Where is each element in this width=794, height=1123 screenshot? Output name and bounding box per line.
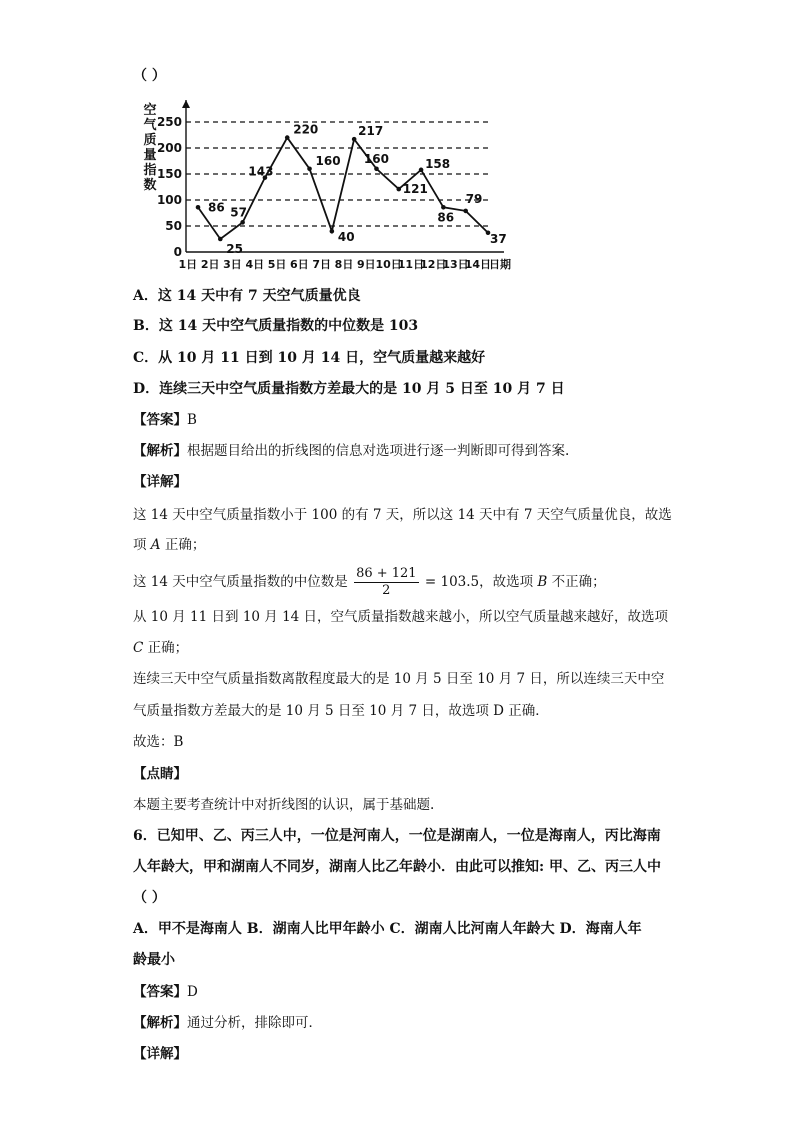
y-axis-label-char: 数 (143, 178, 157, 193)
analysis-text: 根据题目给出的折线图的信息对选项进行逐一判断即可得到答案. (187, 443, 570, 459)
detail-line-2 (133, 535, 205, 555)
option-d: D．连续三天中空气质量指数方差最大的是 10 月 5 日至 10 月 7 日 (133, 381, 565, 397)
q6-analysis-row (133, 1013, 322, 1033)
y-tick-label: 150 (156, 167, 182, 181)
data-point (307, 167, 312, 172)
detail-line-1: 这 14 天中空气质量指数小于 100 的有 7 天，所以这 14 天中有 7 天空气质量优良，故选 (133, 507, 672, 523)
x-tick-label: 4日 (245, 258, 265, 271)
data-point (330, 229, 335, 234)
x-tick-label: 3日 (223, 258, 242, 271)
data-label: 37 (490, 231, 507, 246)
detail-text: = 103.5，故选项 (424, 574, 538, 590)
data-label: 160 (315, 153, 341, 168)
detail-text: 正确； (143, 640, 189, 656)
x-tick-label: 1日 (178, 258, 198, 271)
analysis-tag: 【解析】 (133, 1015, 187, 1031)
x-tick-label: 2日 (200, 258, 220, 271)
x-tick-label: 11日 (397, 258, 425, 271)
fraction-denominator: 2 (382, 583, 391, 598)
data-point (441, 205, 446, 210)
data-label: 143 (248, 164, 274, 179)
question6-options: A．甲不是海南人 B．湖南人比甲年龄小 C．湖南人比河南人年龄大 D．海南人年 (133, 921, 642, 937)
option-letter: B (537, 574, 548, 590)
data-point (419, 168, 424, 173)
data-point (463, 209, 468, 214)
question6-stem-1: 6．已知甲、乙、丙三人中，一位是河南人，一位是湖南人，一位是海南人，丙比海南 (133, 828, 661, 844)
data-label: 158 (425, 156, 451, 171)
detail-line-5 (133, 638, 188, 658)
axes (182, 100, 504, 252)
x-tick-label: 8日 (334, 258, 354, 271)
question6-paren: （ ） (133, 890, 166, 906)
detail-text: 不正确； (547, 574, 606, 590)
data-label: 160 (363, 151, 389, 166)
q6-detail-tag: 【详解】 (133, 1046, 187, 1062)
y-axis-label-char: 指 (143, 163, 157, 178)
option-letter: C (133, 640, 144, 656)
x-tick-label: 6日 (290, 258, 309, 271)
data-point (396, 187, 401, 192)
data-label: 121 (402, 182, 428, 197)
data-label: 57 (230, 205, 247, 220)
comment-text: 本题主要考查统计中对折线图的认识，属于基础题. (133, 797, 435, 813)
q6-answer-row (133, 982, 198, 1002)
data-point (218, 237, 223, 242)
option-c: C．从 10 月 11 日到 10 月 14 日，空气质量越来越好 (133, 350, 486, 366)
x-tick-label: 10日 (375, 258, 402, 271)
y-tick-label: 100 (156, 193, 182, 207)
y-tick-label: 50 (165, 219, 182, 233)
analysis-text: 通过分析，排除即可． (187, 1015, 322, 1031)
fraction-numerator: 86 + 121 (356, 566, 417, 581)
y-tick-label: 250 (156, 115, 182, 129)
data-point (285, 135, 290, 140)
y-tick-label: 200 (156, 141, 182, 155)
y-tick-label: 0 (173, 245, 182, 259)
detail-line-4: 从 10 月 11 日到 10 月 14 日，空气质量指数越来越小，所以空气质量越来越好，故选项 (133, 609, 669, 625)
y-axis-label-char: 空 (143, 103, 157, 118)
data-label: 86 (437, 210, 455, 225)
detail-text: 项 (133, 537, 151, 553)
x-tick-label: 12日 (420, 258, 447, 271)
analysis-tag: 【解析】 (133, 443, 187, 459)
answer-tag: 【答案】 (133, 984, 187, 1000)
detail-line-7: 气质量指数方差最大的是 10 月 5 日至 10 月 7 日，故选项 D 正确． (133, 703, 549, 719)
option-a: A．这 14 天中有 7 天空气质量优良 (133, 288, 361, 304)
detail-tag: 【详解】 (133, 474, 187, 490)
detail-line-6: 连续三天中空气质量指数离散程度最大的是 10 月 5 日至 10 月 7 日，所以连续三天中空 (133, 671, 665, 687)
answer-row (133, 410, 197, 430)
option-b: B．这 14 天中空气质量指数的中位数是 103 (133, 318, 419, 334)
question5-paren: （ ） (133, 68, 166, 84)
data-label: 40 (337, 230, 355, 245)
y-tick-labels (157, 115, 182, 259)
x-tick-label: 7日 (312, 258, 332, 271)
detail-text: 正确； (160, 537, 206, 553)
air-quality-line-chart (138, 92, 548, 277)
answer-tag: 【答案】 (133, 412, 187, 428)
answer-value: B (187, 412, 197, 428)
y-axis-label-char: 质 (143, 133, 157, 148)
question6-options-2: 龄最小 (133, 952, 175, 968)
data-label: 86 (208, 200, 225, 215)
data-point (240, 220, 245, 225)
x-tick-label: 5日 (267, 258, 287, 271)
detail-text: 这 14 天中空气质量指数的中位数是 (133, 574, 348, 590)
data-label: 220 (293, 122, 319, 137)
comment-tag: 【点睛】 (133, 766, 187, 782)
analysis-row (133, 441, 569, 461)
data-point (374, 167, 379, 172)
x-axis-label: 日期 (489, 258, 511, 271)
y-axis-label-char: 量 (143, 148, 157, 163)
y-axis-arrow (182, 100, 190, 108)
y-axis-label (142, 102, 157, 193)
data-label: 25 (226, 242, 244, 256)
y-axis-label-char: 气 (143, 118, 157, 133)
data-point (196, 205, 201, 210)
x-tick-labels (179, 257, 511, 271)
option-letter: A (150, 537, 161, 553)
question6-stem-2: 人年龄大，甲和湖南人不同岁，湖南人比乙年龄小．由此可以推知: 甲、乙、丙三人中 (133, 859, 662, 875)
data-label: 217 (358, 124, 384, 139)
median-fraction (354, 566, 419, 599)
answer-value: D (187, 984, 198, 1000)
data-point (352, 137, 357, 142)
data-label: 79 (465, 191, 483, 206)
choose-line: 故选：B (133, 734, 184, 750)
x-tick-label: 9日 (356, 258, 376, 271)
detail-line-3 (133, 565, 606, 599)
x-tick-label: 13日 (442, 258, 469, 271)
x-tick-label: 14日 (464, 258, 492, 271)
